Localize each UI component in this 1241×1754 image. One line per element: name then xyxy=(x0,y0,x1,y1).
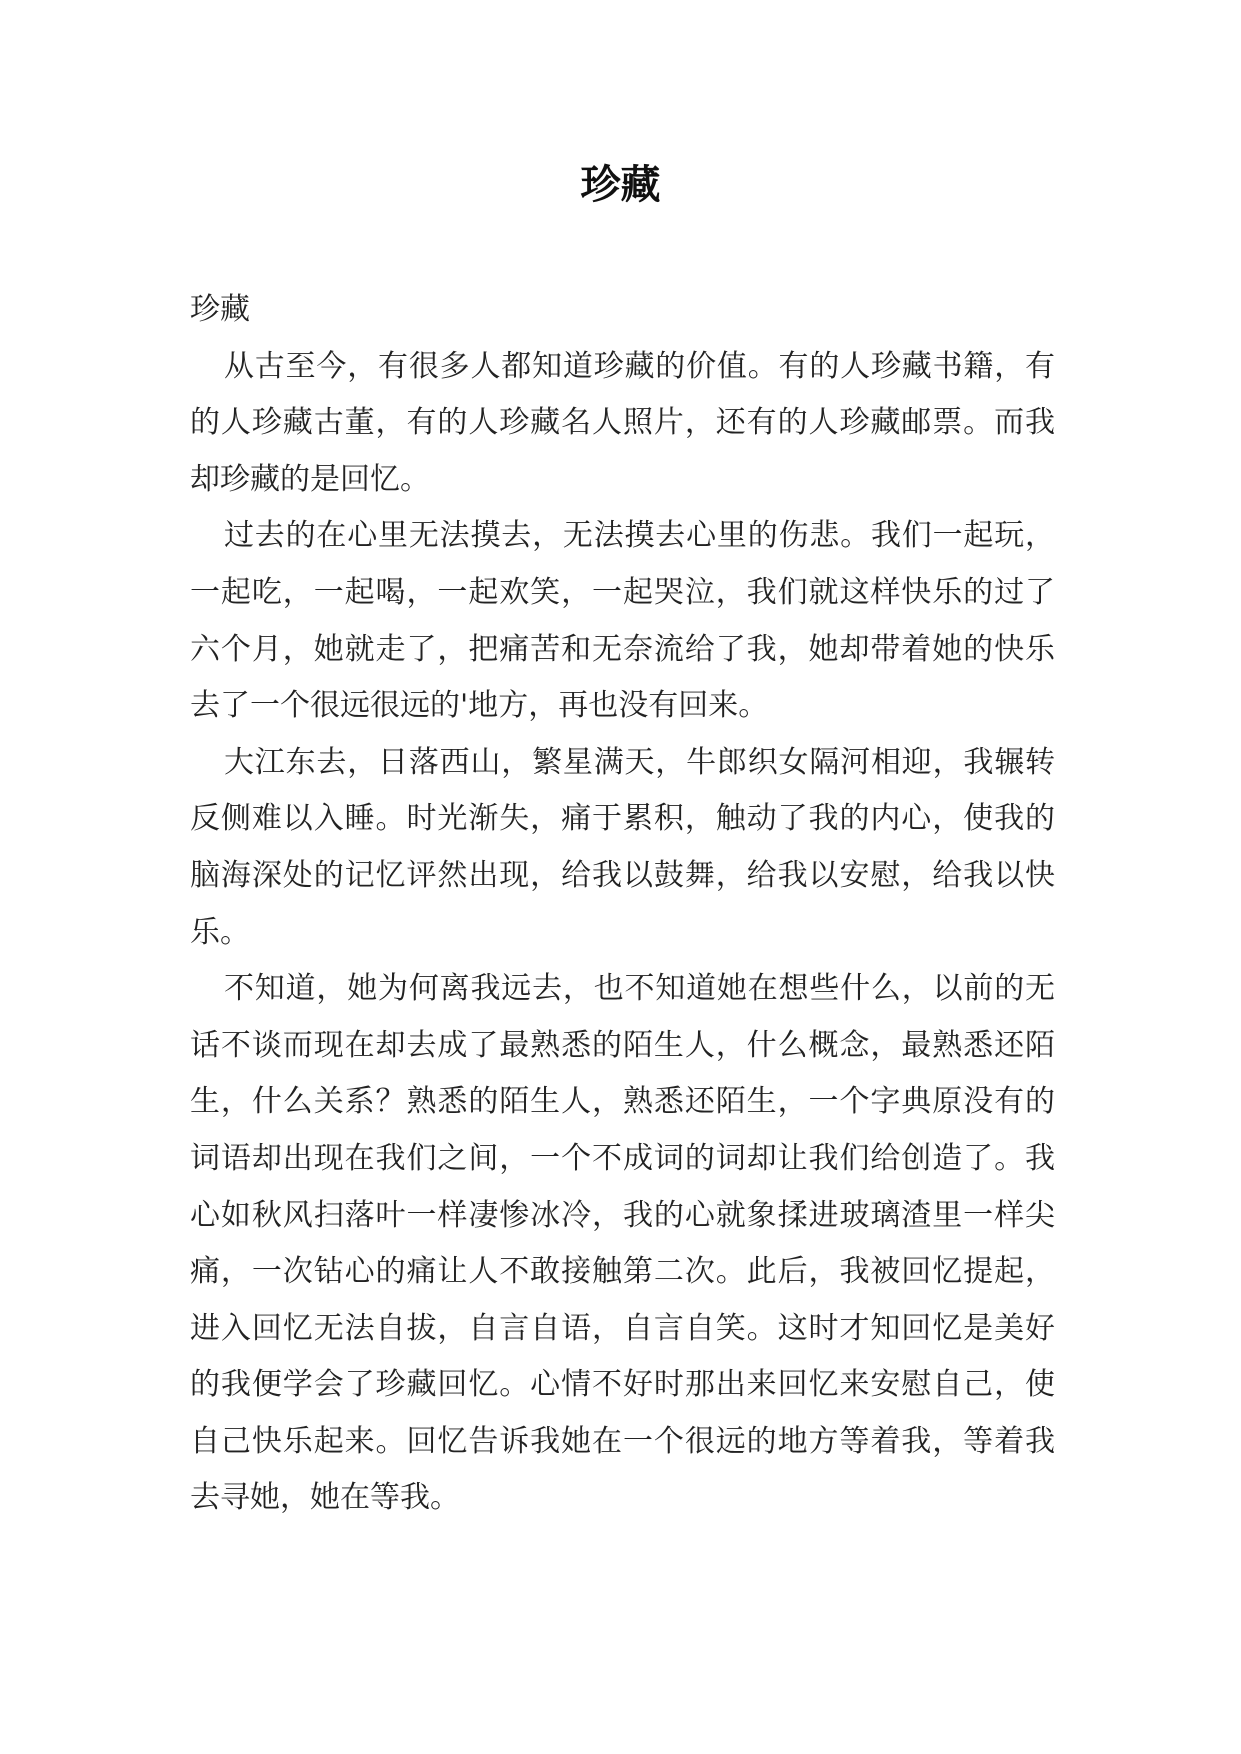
paragraph: 过去的在心里无法摸去，无法摸去心里的伤悲。我们一起玩，一起吃，一起喝，一起欢笑，一起哭泣，我们就这样快乐的过了六个月，她就走了，把痛苦和无奈流给了我，她却带着她的快乐去了一个很远很远的'地方，再也没有回来。 xyxy=(190,518,1055,724)
paragraph: 大江东去，日落西山，繁星满天，牛郎织女隔河相迎，我辗转反侧难以入睡。时光渐失，痛于累积，触动了我的内心，使我的脑海深处的记忆评然出现，给我以鼓舞，给我以安慰，给我以快乐。 xyxy=(190,744,1055,950)
document-subtitle: 珍藏 xyxy=(190,292,250,327)
document-body xyxy=(190,282,1055,1527)
paragraph: 从古至今，有很多人都知道珍藏的价值。有的人珍藏书籍，有的人珍藏古董，有的人珍藏名人照片，还有的人珍藏邮票。而我却珍藏的是回忆。 xyxy=(190,348,1055,497)
paragraph: 不知道，她为何离我远去，也不知道她在想些什么，以前的无话不谈而现在却去成了最熟悉的陌生人，什么概念，最熟悉还陌生，什么关系？熟悉的陌生人，熟悉还陌生，一个字典原没有的词语却出现在我们之间，一个不成词的词却让我们给创造了。我心如秋风扫落叶一样凄惨冰冷，我的心就象揉进玻璃渣里一样尖痛，一次钻心的痛让人不敢接触第二次。此后，我被回忆提起，进入回忆无法自拔，自言自语，自言自笑。这时才知回忆是美好的我便学会了珍藏回忆。心情不好时那出来回忆来安慰自己，使自己快乐起来。回忆告诉我她在一个很远的地方等着我，等着我去寻她，她在等我。 xyxy=(190,971,1055,1516)
document-title: 珍藏 xyxy=(580,162,661,208)
